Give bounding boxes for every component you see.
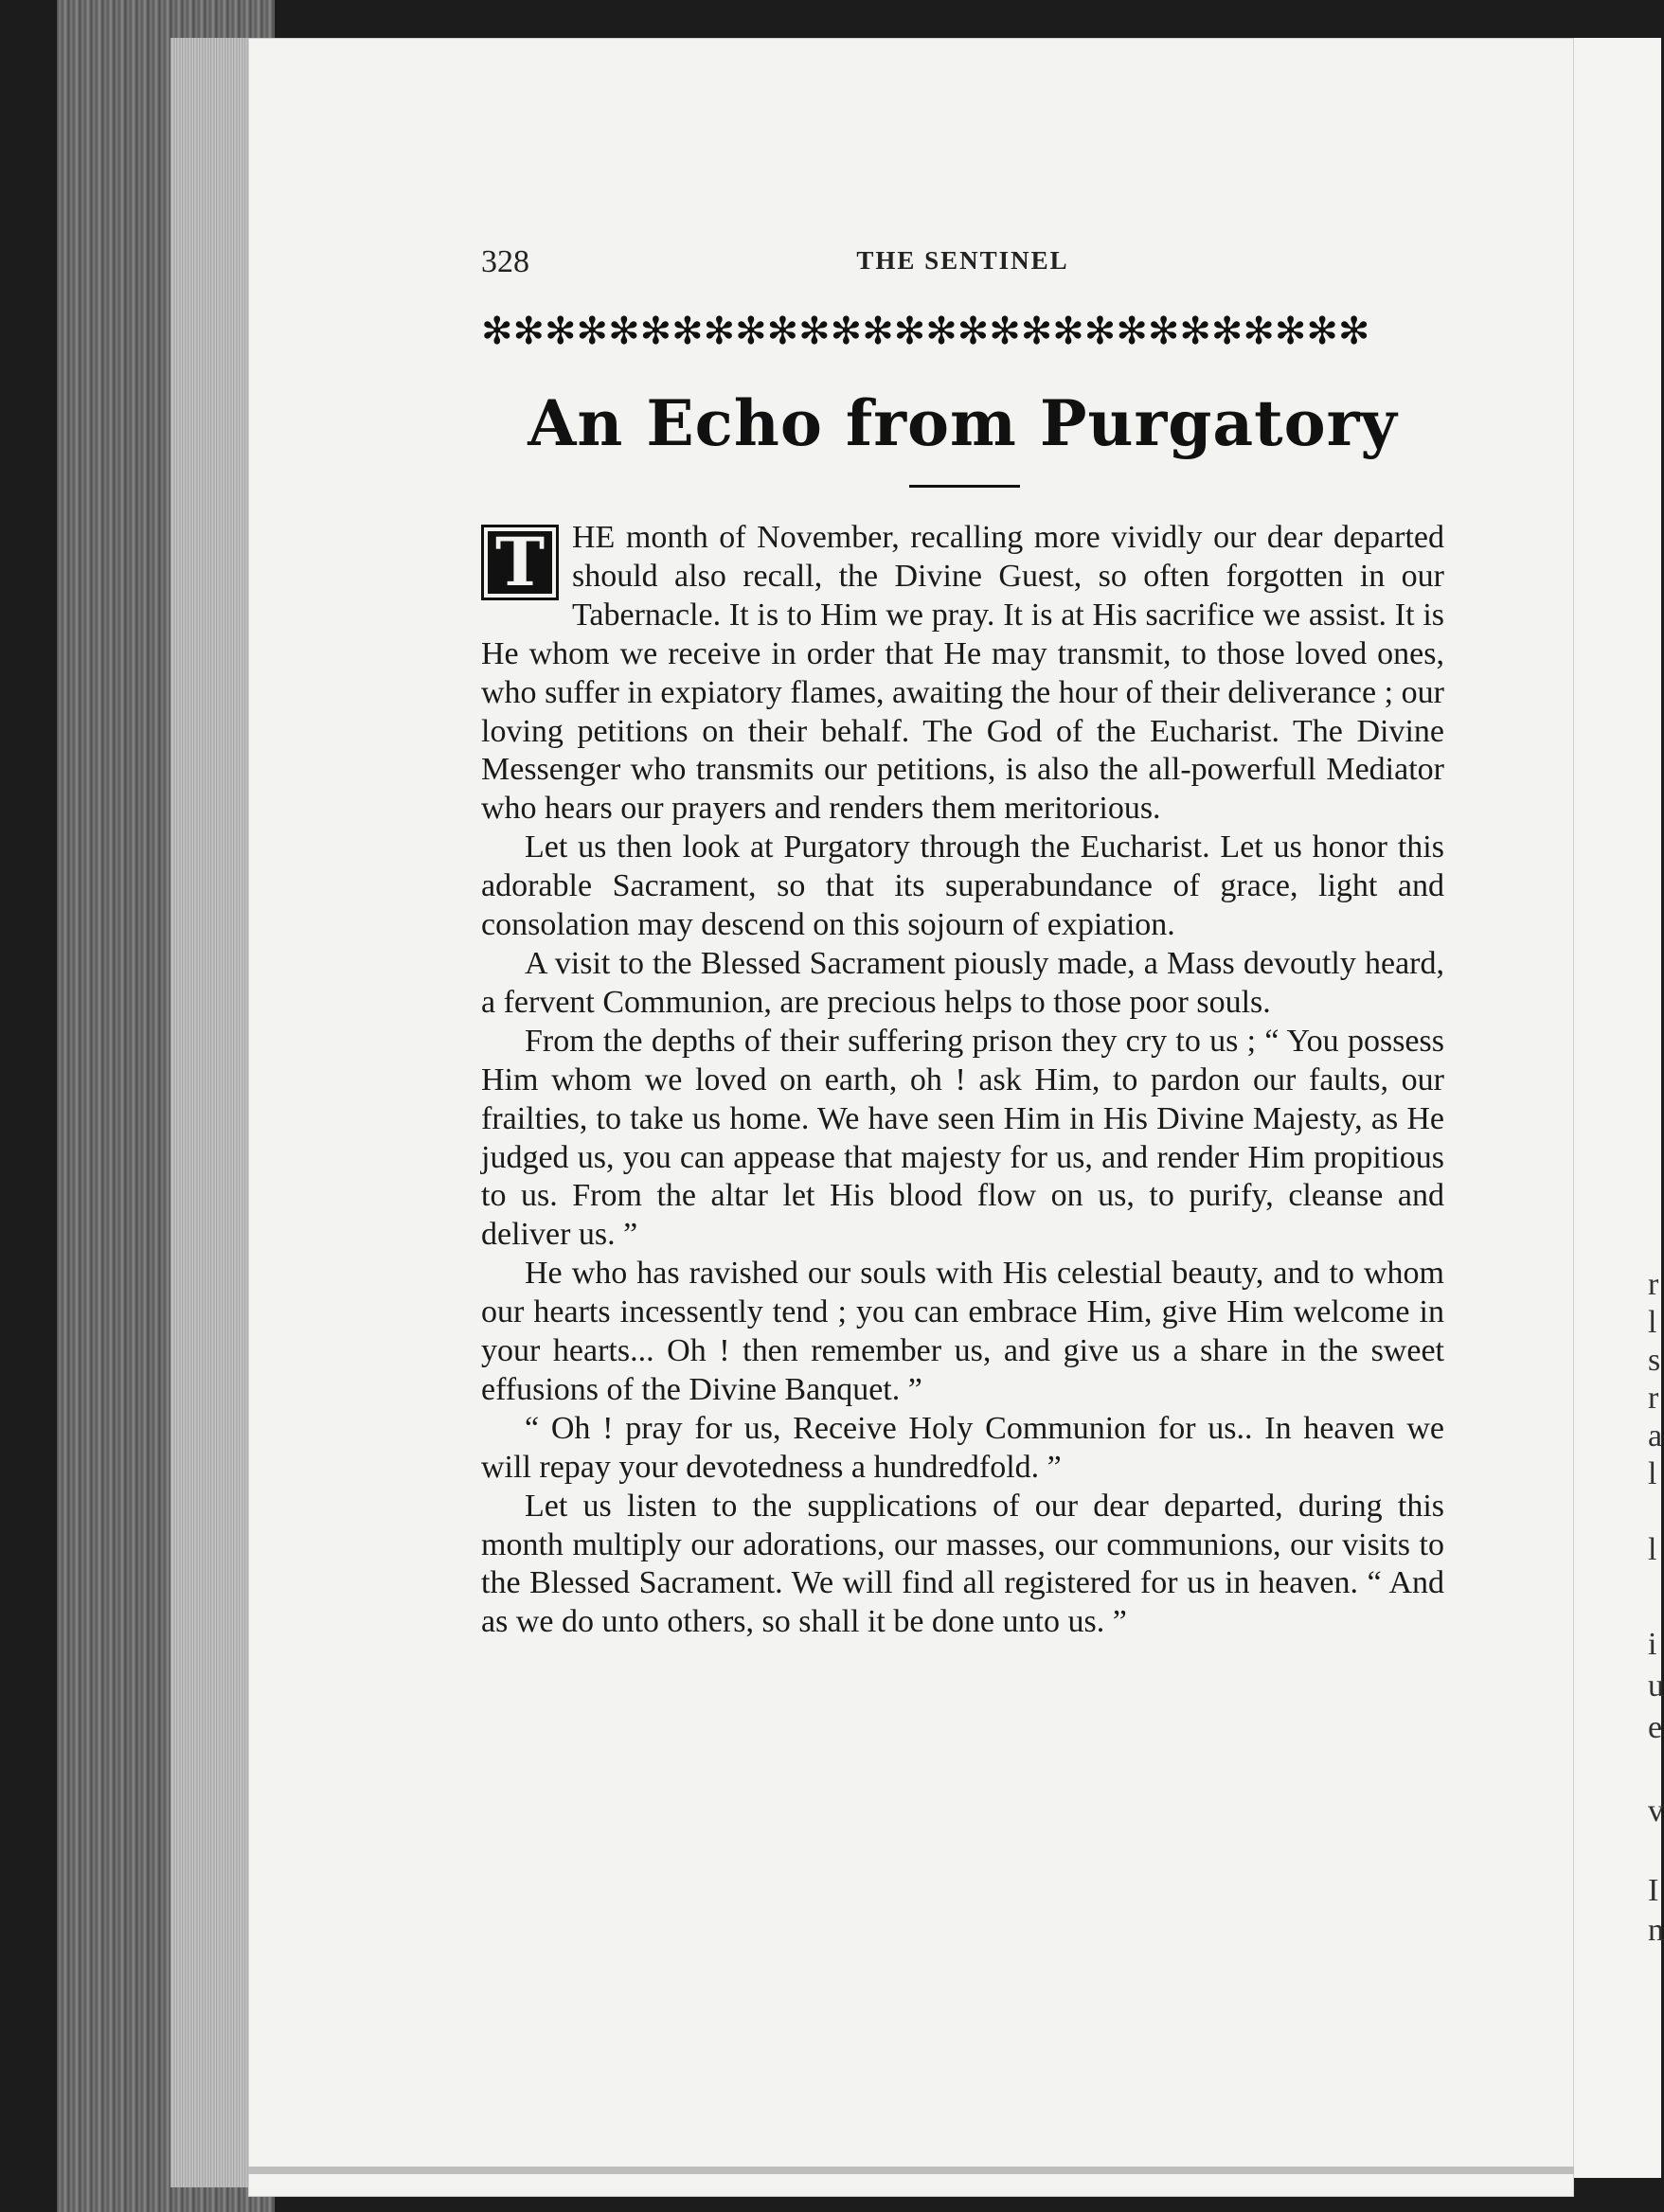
facing-page-fragment: l	[1648, 1456, 1657, 1491]
page-header	[481, 244, 1444, 282]
page-bottom-edge	[248, 2167, 1574, 2174]
paragraph-text: month of November, recalling more vividly our dear departed should also recall, the Divine Guest, so often forgotten in our Tabernacle. It is to Him we pray. It is at His sacrifice we assist. It is He whom we receive in order that He may transmit, to those loved ones, who suffer in expiatory flames, awaiting the hour of their deliverance ; our loving petitions on their behalf. The God of the Eucharist. The Divine Messenger who transmits our petitions, is also the all-powerfull Mediator who hears our prayers and renders them meritorious.	[481, 520, 1445, 827]
page-number: 328	[481, 244, 529, 279]
paragraph: Let us then look at Purgatory through the Eucharist. Let us honor this adorable Sacrament, so that its superabundance of grace, light and consolation may descend on this sojourn of expiation.	[481, 830, 1444, 943]
facing-page-fragment: r	[1648, 1267, 1659, 1302]
article-title: An Echo from Purgatory	[528, 386, 1398, 460]
paragraph: He who has ravished our souls with His celestial beauty, and to whom our hearts incessently tend ; you can embrace Him, give Him welcome in your hearts... Oh ! then remember us, and give us a share in the sweet effusions of the Divine Banquet. ”	[481, 1256, 1444, 1407]
facing-page-fragment: e	[1648, 1710, 1663, 1745]
facing-page-fragment: i	[1648, 1627, 1657, 1662]
facing-page-fragment: u	[1648, 1668, 1664, 1704]
running-head: THE SENTINEL	[856, 246, 1069, 275]
decorative-star-border: ✻✻✻✻✻✻✻✻✻✻✻✻✻✻✻✻✻✻✻✻✻✻✻✻✻✻✻✻	[481, 310, 1370, 352]
first-word-rest: HE	[572, 520, 616, 555]
title-divider	[909, 485, 1020, 488]
paragraph: From the depths of their suffering prison they cry to us ; “ You possess Him whom we loved on earth, oh ! ask Him, to pardon our faults, our frailties, to take us home. We have seen Him in His Divine Majesty, as He judged us, you can appease that majesty for us, and render Him propitious to us. From the altar let His blood flow on us, to purify, cleanse and deliver us. ”	[481, 1023, 1444, 1253]
paragraph: A visit to the Blessed Sacrament piously made, a Mass devoutly heard, a fervent Communion, are precious helps to those poor souls.	[481, 945, 1444, 1020]
paragraph: Let us listen to the supplications of our dear departed, during this month multiply our adorations, our masses, our communions, our visits to the Blessed Sacrament. We will find all registered for us in heaven. “ And as we do unto others, so shall it be done unto us. ”	[481, 1488, 1444, 1640]
facing-page-fragment: l	[1648, 1305, 1657, 1340]
facing-page-fragment: n	[1648, 1913, 1664, 1948]
paragraph: “ Oh ! pray for us, Receive Holy Communion for us.. In heaven we will repay your devotedness a hundredfold. ”	[481, 1410, 1444, 1485]
paragraph	[481, 519, 1444, 829]
facing-page-fragment: r	[1648, 1381, 1659, 1416]
drop-cap: T	[481, 525, 559, 600]
facing-page-fragment: s	[1648, 1343, 1661, 1378]
facing-page-fragment: l	[1648, 1532, 1657, 1567]
facing-page-fragment: a	[1648, 1418, 1663, 1454]
article-body	[481, 519, 1444, 1642]
facing-page-fragment: I	[1648, 1873, 1659, 1908]
facing-page-fragment: v	[1648, 1793, 1664, 1828]
